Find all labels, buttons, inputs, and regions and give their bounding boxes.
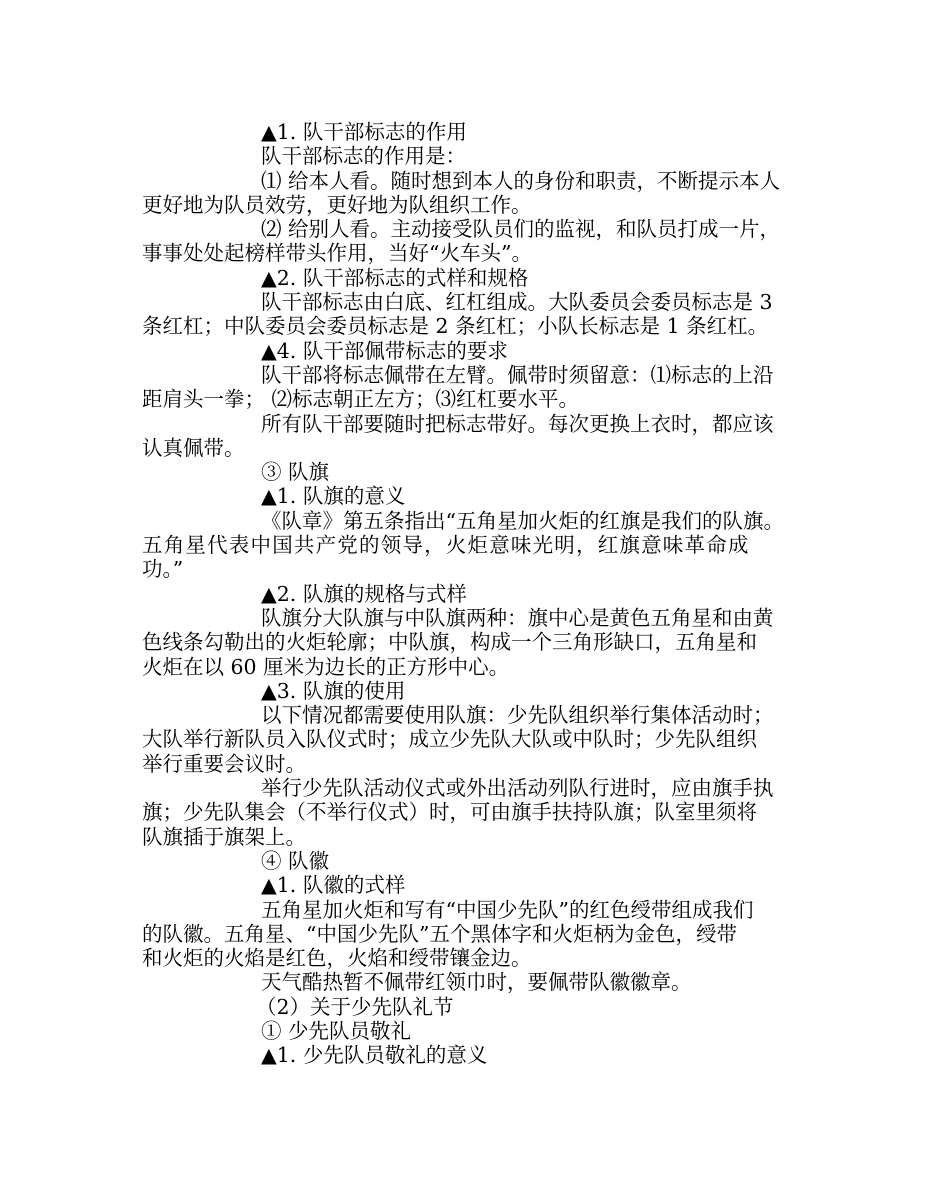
paragraph-line: 大队举行新队员入队仪式时；成立少先队大队或中队时；少先队组织 <box>142 727 757 752</box>
paragraph-line: 和火炬的火焰是红色，火焰和绶带镶金边。 <box>142 946 532 971</box>
paragraph-line-indented: 《队章》第五条指出“五角星加火炬的红旗是我们的队旗。 <box>261 508 784 533</box>
paragraph-line: 条红杠；中队委员会委员标志是 2 条红杠；小队长标志是 1 条红杠。 <box>142 314 769 339</box>
paragraph-line: 队旗插于旗架上。 <box>142 824 306 849</box>
paragraph-line-indented: ▲1. 队旗的意义 <box>261 484 406 509</box>
paragraph-line: 距肩头一拳； ⑵标志朝正左方；⑶红杠要水平。 <box>142 387 580 412</box>
paragraph-line: 五角星代表中国共产党的领导，火炬意味光明，红旗意味革命成 <box>142 533 750 558</box>
paragraph-line: 举行重要会议时。 <box>142 751 306 776</box>
paragraph-line-indented: ▲4. 队干部佩带标志的要求 <box>261 338 508 363</box>
paragraph-line-indented: ▲1. 队干部标志的作用 <box>261 120 467 144</box>
paragraph-line-indented: （2）关于少先队礼节 <box>256 994 454 1019</box>
paragraph-line: 认真佩带。 <box>142 435 245 460</box>
paragraph-line-indented: ⑴ 给本人看。随时想到本人的身份和职责，不断提示本人 <box>261 168 781 193</box>
paragraph-line-indented: ▲1. 队徽的式样 <box>261 873 406 898</box>
paragraph-line: 事事处处起榜样带头作用，当好“火车头”。 <box>142 241 532 266</box>
paragraph-line-indented: ▲1. 少先队员敬礼的意义 <box>261 1043 488 1068</box>
paragraph-line-indented: 以下情况都需要使用队旗：少先队组织举行集体活动时； <box>261 703 774 728</box>
paragraph-line-indented: ⑵ 给别人看。主动接受队员们的监视，和队员打成一片， <box>261 217 781 242</box>
paragraph-line-indented: ▲3. 队旗的使用 <box>261 678 406 703</box>
paragraph-line-indented: 五角星加火炬和写有“中国少先队”的红色绶带组成我们 <box>261 897 754 922</box>
paragraph-line-indented: 所有队干部要随时把标志带好。每次更换上衣时，都应该 <box>261 411 774 436</box>
paragraph-line: 更好地为队员效劳，更好地为队组织工作。 <box>142 192 532 217</box>
paragraph-line: 的队徽。五角星、“中国少先队”五个黑体字和火炬柄为金色，绶带 <box>142 921 737 946</box>
paragraph-line-indented: ① 少先队员敬礼 <box>261 1018 412 1043</box>
paragraph-line-indented: ④ 队徽 <box>261 848 330 873</box>
paragraph-line: 旗；少先队集会（不举行仪式）时，可由旗手扶持队旗；队室里须将 <box>142 800 757 825</box>
paragraph-line-indented: 天气酷热暂不佩带红领巾时，要佩带队徽徽章。 <box>261 970 692 995</box>
paragraph-line-indented: ③ 队旗 <box>261 460 330 485</box>
paragraph-line-indented: 队干部标志由白底、红杠组成。大队委员会委员标志是 3 <box>261 290 773 315</box>
paragraph-line-indented: 队旗分大队旗与中队旗两种：旗中心是黄色五角星和由黄 <box>261 605 774 630</box>
paragraph-line-indented: 举行少先队活动仪式或外出活动列队行进时，应由旗手执 <box>261 776 774 801</box>
document-body <box>142 120 810 1068</box>
paragraph-line-indented: ▲2. 队旗的规格与式样 <box>261 581 467 606</box>
paragraph-line-indented: ▲2. 队干部标志的式样和规格 <box>261 265 529 290</box>
paragraph-line: 功。” <box>142 557 184 582</box>
paragraph-line: 火炬在以 60 厘米为边长的正方形中心。 <box>142 654 510 679</box>
paragraph-line: 色线条勾勒出的火炬轮廓；中队旗，构成一个三角形缺口，五角星和 <box>142 630 757 655</box>
paragraph-line-indented: 队干部将标志佩带在左臂。佩带时须留意：⑴标志的上沿 <box>261 362 774 387</box>
paragraph-line-indented: 队干部标志的作用是： <box>261 144 466 169</box>
